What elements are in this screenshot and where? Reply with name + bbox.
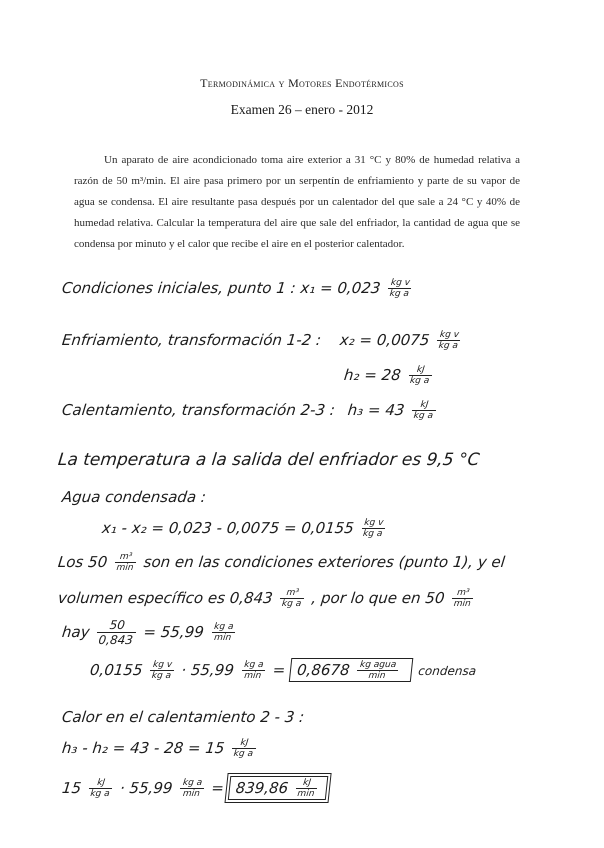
unit-fraction: $\frac{kJ}{\text{kg a}}$ [231, 738, 257, 759]
condensed-water-result-box: 0,8678 $\frac{\text{kg agua}}{\min}$ [289, 658, 414, 682]
unit-fraction: $\frac{\text{kg v}}{\text{kg a}}$ [149, 660, 175, 681]
solution-line-cooling [61, 330, 465, 351]
solution-line-volume-conditions: Los 50 $\frac{\text{m³}}{\min}$ son en las condiciones exteriores (punto 1), y el [57, 552, 506, 573]
initial-conditions-text: Condiciones iniciales, punto 1 : x₁ = 0,023 [61, 279, 382, 297]
problem-statement: Un aparato de aire acondicionado toma aire exterior a 31 °C y 80% de humedad relativa a razón de 50 m³/min. El aire pasa primero por un serpentín de enfriamiento y parte de su vapor de agua se condensa. El aire resultante pasa después por un calentador del que sale a 24 °C y 40% de humedad relativa. Calcular la temperatura del aire que sale del enfriador, la cantidad de agua que se condensa por minuto y el calor que recibe el aire en el posterior calentador. [74, 154, 520, 250]
unit-fraction: $\frac{kJ}{\text{kg a}}$ [407, 365, 433, 386]
solution-line-humidity-difference [101, 518, 389, 539]
heating-text: Calentamiento, transformación 2-3 : [61, 401, 336, 419]
unit-fraction: $\frac{\text{kg agua}}{\min}$ [356, 660, 398, 681]
solution-line-heat-result: 15 $\frac{kJ}{\text{kg a}}$ · 55,99 $\frac{\text{kg a}}{\min}$ = 839,86 $\frac{kJ}{\min}$ [61, 778, 328, 799]
solution-line-initial-conditions [61, 278, 416, 299]
h3-value: h₃ = 43 [346, 401, 406, 419]
exam-date: Examen 26 – enero - 2012 [230, 102, 374, 117]
solution-line-specific-volume: volumen específico es 0,843 $\frac{\text{m³}}{\text{kg a}}$ , por lo que en 50 $\frac{\text{m³}}{\min}$ [57, 588, 477, 609]
x2-value: x₂ = 0,0075 [338, 331, 431, 349]
unit-fraction: $\frac{\text{m³}}{\text{kg a}}$ [279, 588, 305, 609]
course-title: Termodinámica y Motores Endotérmicos [200, 76, 404, 90]
solution-line-enthalpy-difference: h₃ - h₂ = 43 - 28 = 15 $\frac{kJ}{\text{kg a}}$ [61, 738, 260, 759]
cooling-text: Enfriamiento, transformación 1-2 : [61, 331, 323, 349]
unit-fraction: $\frac{\text{kg v}}{\text{kg a}}$ [360, 518, 386, 539]
humidity-difference-text: x₁ - x₂ = 0,023 - 0,0075 = 0,0155 [101, 519, 355, 537]
solution-line-heat-heading: Calor en el calentamiento 2 - 3 : [61, 708, 306, 726]
heat-result-box: 839,86 $\frac{kJ}{\min}$ [227, 776, 328, 800]
unit-fraction: $\frac{kJ}{\text{kg a}}$ [411, 400, 437, 421]
unit-fraction: $\frac{kJ}{\min}$ [295, 778, 318, 799]
division-fraction: $\frac{50}{0,843}$ [96, 618, 137, 647]
unit-fraction: $\frac{\text{kg a}}{\min}$ [179, 778, 205, 799]
unit-fraction: $\frac{\text{kg v}}{\text{kg a}}$ [387, 278, 413, 299]
unit-fraction: $\frac{\text{m³}}{\min}$ [114, 552, 137, 573]
unit-fraction: $\frac{\text{kg a}}{\min}$ [210, 622, 236, 643]
solution-line-h2 [343, 365, 436, 386]
solution-line-outlet-temperature: La temperatura a la salida del enfriador es 9,5 °C [56, 450, 481, 470]
solution-line-mass-flow: hay $\frac{50}{0,843}$ = 55,99 $\frac{\text{kg a}}{\min}$ [61, 618, 234, 647]
h2-value: h₂ = 28 [343, 366, 402, 384]
solution-line-condensed-water-heading: Agua condensada : [61, 488, 207, 506]
unit-fraction: $\frac{kJ}{\text{kg a}}$ [88, 778, 114, 799]
solution-line-condensed-water-result: 0,0155 $\frac{\text{kg v}}{\text{kg a}}$ · 55,99 $\frac{\text{kg a}}{\min}$ = 0,8678 $\frac{\text{kg agua}}{\min}$ condensa [89, 660, 477, 681]
unit-fraction: $\frac{\text{kg v}}{\text{kg a}}$ [436, 330, 462, 351]
solution-line-heating [61, 400, 440, 421]
unit-fraction: $\frac{\text{m³}}{\min}$ [451, 588, 474, 609]
unit-fraction: $\frac{\text{kg a}}{\min}$ [241, 660, 267, 681]
